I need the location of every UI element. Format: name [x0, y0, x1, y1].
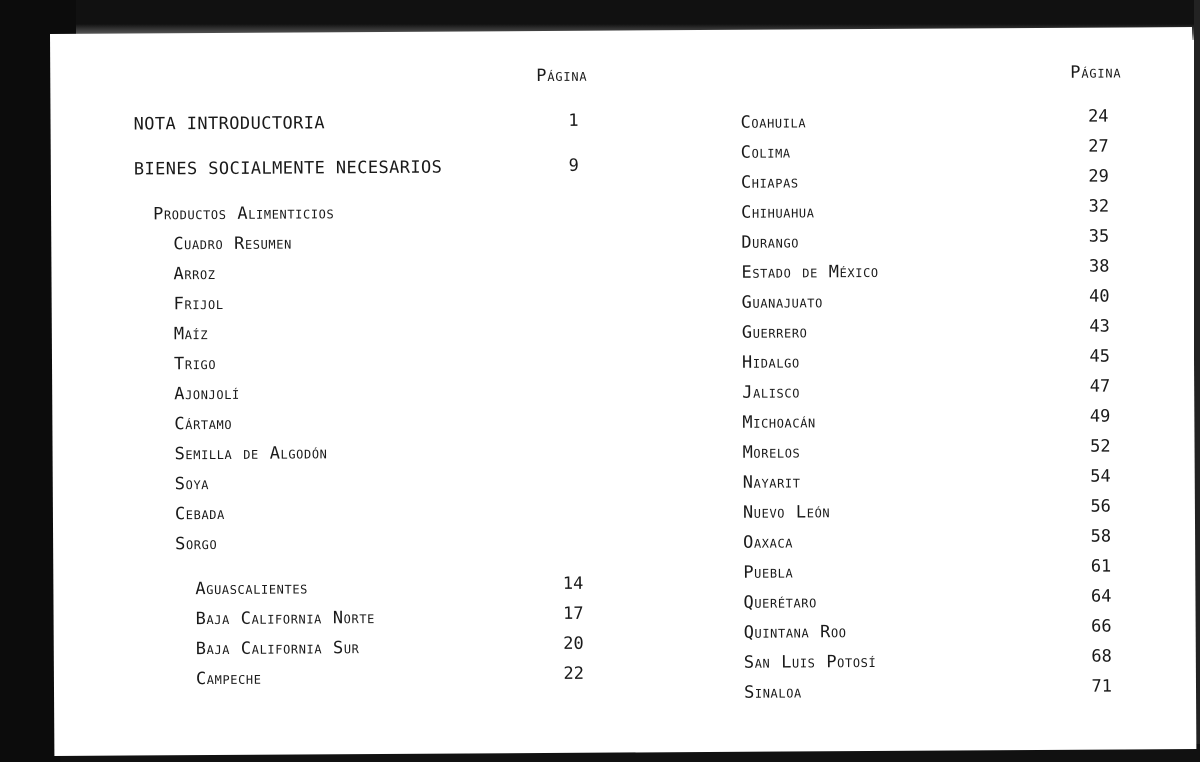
- toc-page-nota-introductoria: 1: [568, 110, 579, 131]
- toc-item-soya: Soya: [174, 474, 210, 495]
- toc-page-coahuila: 24: [1087, 106, 1109, 127]
- toc-page-guerrero: 43: [1089, 316, 1110, 337]
- toc-page-chiapas: 29: [1088, 166, 1109, 187]
- toc-page-campeche: 22: [563, 663, 584, 684]
- toc-page-quintana-roo: 66: [1091, 616, 1112, 637]
- toc-state-michoacan: Michoacán: [742, 412, 816, 433]
- toc-page-bienes-socialmente-necesarios: 9: [568, 155, 579, 176]
- toc-page-estado-de-mexico: 38: [1088, 256, 1110, 277]
- toc-page-nayarit: 54: [1090, 466, 1111, 487]
- toc-entry-nota-introductoria: NOTA INTRODUCTORIA: [133, 113, 326, 135]
- toc-entry-bienes-socialmente-necesarios: BIENES SOCIALMENTE NECESARIOS: [133, 157, 443, 180]
- toc-item-cartamo: Cártamo: [174, 413, 233, 435]
- toc-page-jalisco: 47: [1089, 376, 1111, 397]
- toc-section-productos-alimenticios: Productos Alimenticios: [153, 203, 335, 225]
- toc-page-baja-california-norte: 17: [563, 603, 584, 624]
- toc-item-cuadro-resumen: Cuadro Resumen: [173, 233, 292, 255]
- toc-page-oaxaca: 58: [1090, 526, 1112, 547]
- toc-page-chihuahua: 32: [1088, 196, 1110, 217]
- toc-state-nuevo-leon: Nuevo León: [742, 502, 831, 523]
- toc-state-estado-de-mexico: Estado de México: [741, 261, 879, 283]
- toc-page-san-luis-potosi: 68: [1091, 646, 1112, 667]
- toc-item-trigo: Trigo: [173, 353, 217, 375]
- toc-state-baja-california-sur: Baja California Sur: [195, 638, 360, 660]
- toc-item-frijol: Frijol: [173, 293, 224, 315]
- toc-item-semilla-de-algodon: Semilla de Algodón: [174, 443, 328, 465]
- toc-page-queretaro: 64: [1090, 586, 1112, 607]
- toc-page-hidalgo: 45: [1089, 346, 1111, 367]
- toc-state-san-luis-potosi: San Luis Potosí: [743, 651, 877, 673]
- toc-state-oaxaca: Oaxaca: [743, 532, 794, 553]
- toc-page-guanajuato: 40: [1089, 286, 1110, 307]
- left-page-column-header: Página: [536, 65, 588, 87]
- toc-item-sorgo: Sorgo: [175, 533, 218, 555]
- toc-state-jalisco: Jalisco: [742, 382, 801, 403]
- toc-state-quintana-roo: Quintana Roo: [743, 622, 847, 643]
- index-page: [50, 27, 1196, 756]
- toc-state-baja-california-norte: Baja California Norte: [195, 608, 376, 630]
- toc-state-durango: Durango: [741, 232, 800, 253]
- toc-item-arroz: Arroz: [173, 263, 216, 285]
- toc-page-baja-california-sur: 20: [563, 633, 584, 654]
- toc-page-morelos: 52: [1089, 436, 1111, 457]
- toc-state-colima: Colima: [740, 142, 791, 163]
- toc-state-aguascalientes: Aguascalientes: [195, 578, 309, 600]
- right-page-column-header: Página: [1070, 62, 1122, 83]
- toc-state-coahuila: Coahuila: [740, 112, 807, 133]
- toc-item-cebada: Cebada: [174, 503, 225, 525]
- toc-state-guanajuato: Guanajuato: [741, 292, 823, 313]
- toc-page-colima: 27: [1088, 136, 1109, 157]
- toc-state-puebla: Puebla: [743, 562, 794, 583]
- toc-page-puebla: 61: [1090, 556, 1112, 577]
- toc-page-michoacan: 49: [1089, 406, 1111, 427]
- toc-state-hidalgo: Hidalgo: [741, 352, 800, 373]
- toc-item-ajonjoli: Ajonjolí: [174, 383, 240, 405]
- toc-state-campeche: Campeche: [195, 668, 262, 690]
- toc-page-nuevo-leon: 56: [1090, 496, 1111, 517]
- toc-state-guerrero: Guerrero: [741, 322, 808, 343]
- toc-state-chiapas: Chiapas: [740, 172, 799, 193]
- scan-margin-bottom: [0, 762, 1200, 772]
- toc-item-maiz: Maíz: [173, 324, 209, 345]
- toc-page-aguascalientes: 14: [562, 573, 584, 594]
- toc-page-durango: 35: [1088, 226, 1110, 247]
- toc-state-morelos: Morelos: [742, 442, 801, 463]
- toc-state-chihuahua: Chihuahua: [741, 202, 815, 223]
- toc-state-sinaloa: Sinaloa: [743, 682, 802, 703]
- toc-state-nayarit: Nayarit: [742, 472, 801, 493]
- toc-state-queretaro: Querétaro: [743, 592, 817, 613]
- toc-page-sinaloa: 71: [1091, 676, 1113, 697]
